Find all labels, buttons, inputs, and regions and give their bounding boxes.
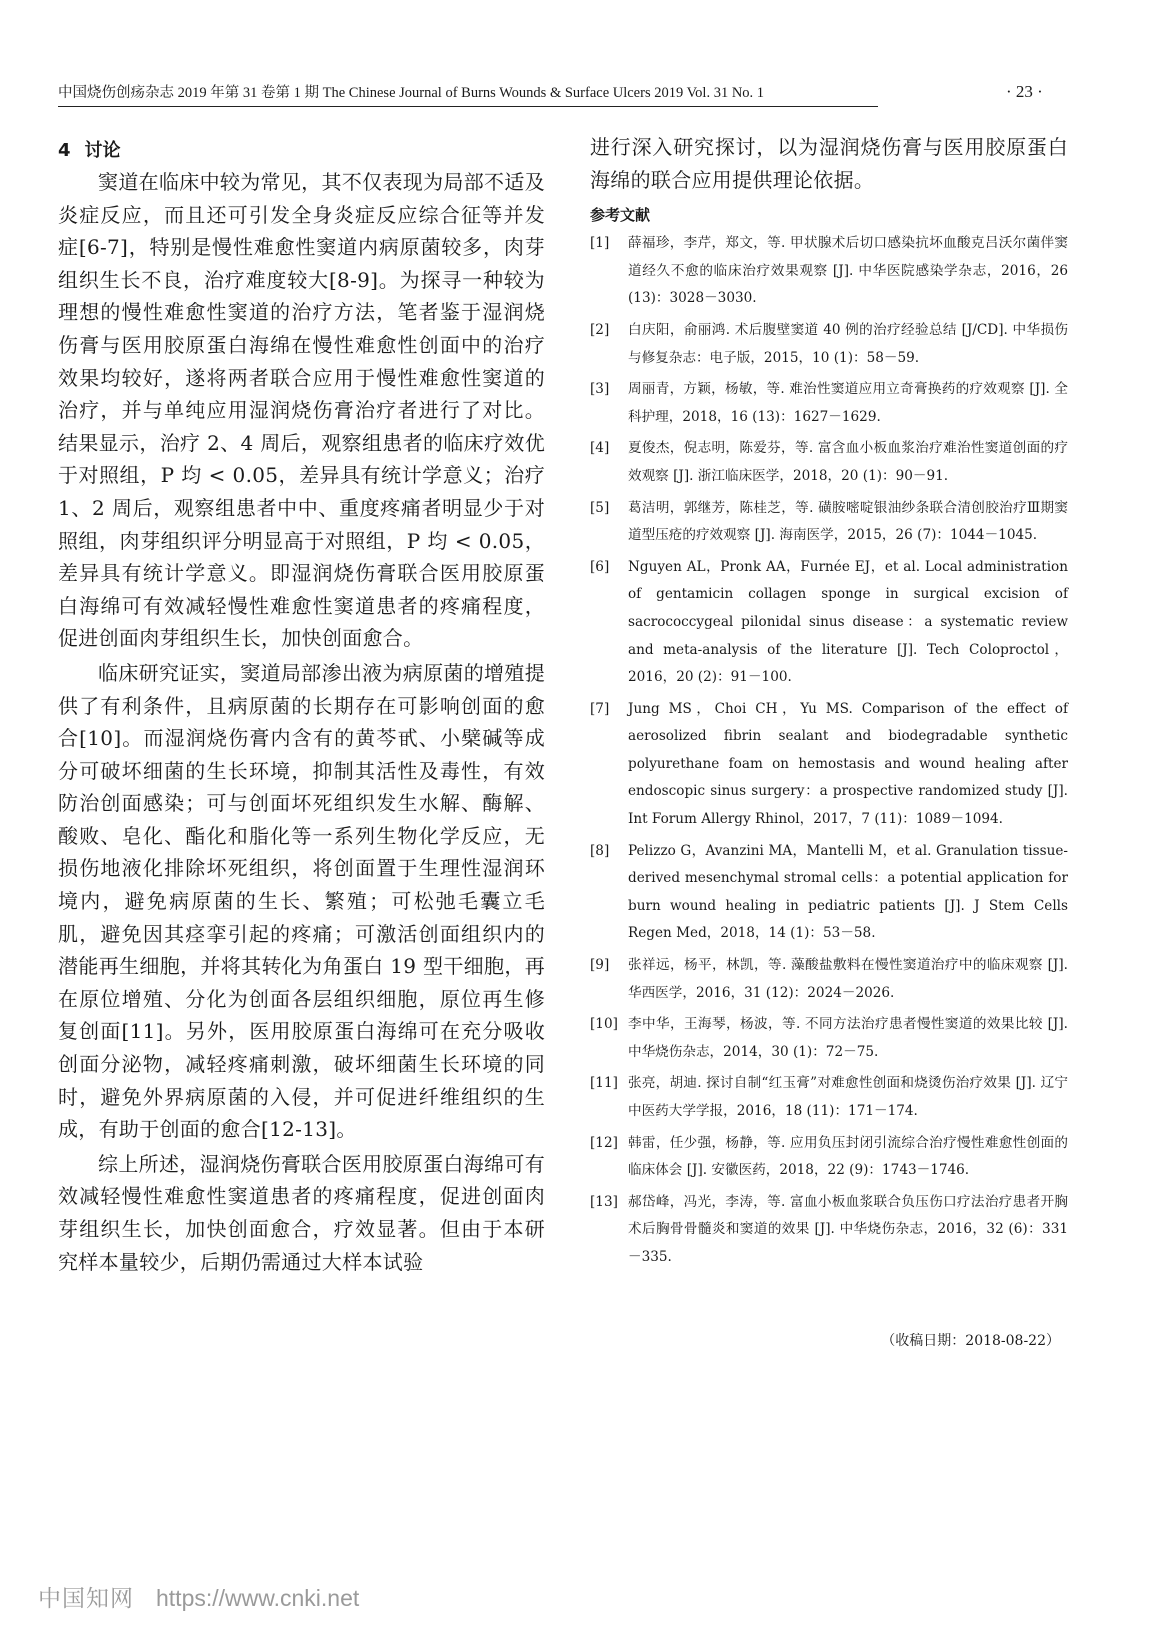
cnki-url: https://www.cnki.net — [156, 1585, 360, 1611]
discussion-paragraph: 窦道在临床中较为常见，其不仅表现为局部不适及炎症反应，而且还可引发全身炎症反应综合征等并发症[6-7]，特别是慢性难愈性窦道内病原菌较多，肉芽组织生长不良，治疗难度较大[8-9]。为探寻一种较为理想的慢性难愈性窦道的治疗方法，笔者鉴于湿润烧伤膏与医用胶原蛋白海绵在慢性难愈性创面中的治疗效果均较好，遂将两者联合应用于慢性难愈性窦道的治疗，并与单纯应用湿润烧伤膏治疗者进行了对比。结果显示，治疗 2、4 周后，观察组患者的临床疗效优于对照组，P 均 < 0.05，差异具有统计学意义；治疗 1、2 周后，观察组患者中中、重度疼痛者明显少于对照组，肉芽组织评分明显高于对照组，P 均 < 0.05，差异具有统计学意义。即湿润烧伤膏联合医用胶原蛋白海绵可有效减轻慢性难愈性窦道患者的疼痛程度，促进创面肉芽组织生长，加快创面愈合。 — [58, 170, 545, 651]
reference-item — [590, 1070, 1068, 1125]
reference-text: 韩雷，任少强，杨静，等. 应用负压封闭引流综合治疗慢性难愈性创面的临床体会 [J]. 安徽医药，2018，22 (9)：1743－1746. — [628, 1134, 1068, 1179]
running-header: 中国烧伤创疡杂志 2019 年第 31 卷第 1 期 The Chinese Journal of Burns Wounds & Surface Ulcers 2019 Vol. 31 No. 1 — [58, 85, 765, 101]
reference-number: [4] — [590, 440, 610, 457]
reference-list — [590, 230, 1068, 1271]
reference-number: [6] — [590, 558, 610, 575]
header-rule — [58, 106, 878, 107]
reference-item — [590, 838, 1068, 948]
section-heading — [58, 136, 545, 166]
right-column — [590, 131, 1068, 1276]
reference-text: Pelizzo G，Avanzini MA，Mantelli M，et al. Granulation tissue-derived mesenchymal stromal cells：a potential application for burn wound healing in pediatric patients [J]. J Stem Cells Regen Med，2018，14 (1)：53－58. — [628, 842, 1068, 942]
cnki-watermark — [38, 1580, 359, 1614]
reference-item — [590, 952, 1068, 1007]
received-date: （收稿日期：2018-08-22） — [881, 1333, 1060, 1349]
reference-item — [590, 1130, 1068, 1185]
discussion-paragraph: 综上所述，湿润烧伤膏联合医用胶原蛋白海绵可有效减轻慢性难愈性窦道患者的疼痛程度，促进创面肉芽组织生长，加快创面愈合，疗效显著。但由于本研究样本量较少，后期仍需通过大样本试验 — [58, 1151, 545, 1274]
reference-number: [5] — [590, 499, 610, 516]
reference-text: 葛洁明，郭继芳，陈桂芝，等. 磺胺嘧啶银油纱条联合清创胶治疗Ⅲ期窦道型压疮的疗效观察 [J]. 海南医学，2015，26 (7)：1044－1045. — [628, 499, 1068, 544]
reference-item — [590, 554, 1068, 692]
reference-number: [1] — [590, 235, 610, 252]
reference-text: Nguyen AL，Pronk AA，Furnée EJ，et al. Local administration of gentamicin collagen sponge in surgical excision of sacrococcygeal pilonidal sinus disease：a systematic review and meta-analysis of the literature [J]. Tech Coloproctol，2016，20 (2)：91－100. — [628, 558, 1068, 686]
reference-item — [590, 495, 1068, 550]
reference-text: 周丽青，方颖，杨敏，等. 难治性窦道应用立奇膏换药的疗效观察 [J]. 全科护理，2018，16 (13)：1627－1629. — [628, 381, 1068, 425]
reference-number: [7] — [590, 700, 610, 717]
reference-item — [590, 435, 1068, 490]
reference-text: 李中华，王海琴，杨波，等. 不同方法治疗患者慢性窦道的效果比较 [J]. 中华烧伤杂志，2014，30 (1)：72－75. — [628, 1016, 1068, 1060]
reference-number: [12] — [590, 1134, 618, 1151]
reference-number: [13] — [590, 1193, 618, 1210]
left-column — [58, 136, 545, 1278]
cnki-logo: 中国知网 — [38, 1586, 134, 1612]
reference-text: 白庆阳，俞丽鸿. 术后腹壁窦道 40 例的治疗经验总结 [J/CD]. 中华损伤与修复杂志：电子版，2015，10 (1)：58－59. — [628, 321, 1068, 366]
reference-item — [590, 317, 1068, 372]
reference-number: [10] — [590, 1016, 618, 1033]
reference-number: [11] — [590, 1075, 618, 1092]
reference-item — [590, 696, 1068, 834]
reference-text: 张亮，胡迪. 探讨自制“红玉膏”对难愈性创面和烧烫伤治疗效果 [J]. 辽宁中医药大学学报，2016，18 (11)：171－174. — [628, 1075, 1068, 1119]
reference-text: Jung MS，Choi CH，Yu MS. Comparison of the effect of aerosolized fibrin sealant and biodegradable synthetic polyurethane foam on hemostasis and wound healing after endoscopic sinus surgery：a prospective randomized study [J]. Int Forum Allergy Rhinol，2017，7 (11)：1089－1094. — [628, 700, 1068, 828]
reference-text: 薛福珍，李芹，郑文，等. 甲状腺术后切口感染抗坏血酸克吕沃尔菌伴窦道经久不愈的临床治疗效果观察 [J]. 中华医院感染学杂志，2016，26 (13)：3028－3030. — [628, 235, 1068, 307]
reference-number: [3] — [590, 381, 610, 398]
discussion-paragraph: 临床研究证实，窦道局部渗出液为病原菌的增殖提供了有利条件，且病原菌的长期存在可影响创面的愈合[10]。而湿润烧伤膏内含有的黄芩甙、小檗碱等成分可破坏细菌的生长环境，抑制其活性及毒性，有效防治创面感染；可与创面坏死组织发生水解、酶解、酸败、皂化、酯化和脂化等一系列生物化学反应，无损伤地液化排除坏死组织，将创面置于生理性湿润环境内，避免病原菌的生长、繁殖；可松弛毛囊立毛肌，避免因其痉挛引起的疼痛；可激活创面组织内的潜能再生细胞，并将其转化为角蛋白 19 型干细胞，再在原位增殖、分化为创面各层组织细胞，原位再生修复创面[11]。另外，医用胶原蛋白海绵可在充分吸收创面分泌物，减轻疼痛刺激，破坏细菌生长环境的同时，避免外界病原菌的入侵，并可促进纤维组织的生成，有助于创面的愈合[12-13]。 — [58, 660, 545, 1142]
reference-item — [590, 1011, 1068, 1066]
reference-text: 郝岱峰，冯光，李涛，等. 富血小板血浆联合负压伤口疗法治疗患者开胸术后胸骨骨髓炎和窦道的效果 [J]. 中华烧伤杂志，2016，32 (6)：331－335. — [628, 1193, 1068, 1265]
reference-text: 张祥远，杨平，林凯，等. 藻酸盐敷料在慢性窦道治疗中的临床观察 [J]. 华西医学，2016，31 (12)：2024－2026. — [628, 957, 1068, 1001]
section-number: 4 — [58, 140, 71, 161]
reference-item — [590, 230, 1068, 313]
reference-item — [590, 376, 1068, 431]
reference-text: 夏俊杰，倪志明，陈爱芬，等. 富含血小板血浆治疗难治性窦道创面的疗效观察 [J]. 浙江临床医学，2018，20 (1)：90－91. — [628, 440, 1068, 484]
reference-number: [9] — [590, 957, 610, 974]
references-heading: 参考文献 — [590, 206, 651, 225]
page-number: · 23 · — [1006, 82, 1043, 101]
continued-paragraph: 进行深入研究探讨，以为湿润烧伤膏与医用胶原蛋白海绵的联合应用提供理论依据。 — [590, 135, 1068, 192]
reference-number: [2] — [590, 321, 610, 338]
reference-item — [590, 1189, 1068, 1272]
reference-number: [8] — [590, 842, 610, 859]
section-title: 讨论 — [84, 140, 121, 161]
